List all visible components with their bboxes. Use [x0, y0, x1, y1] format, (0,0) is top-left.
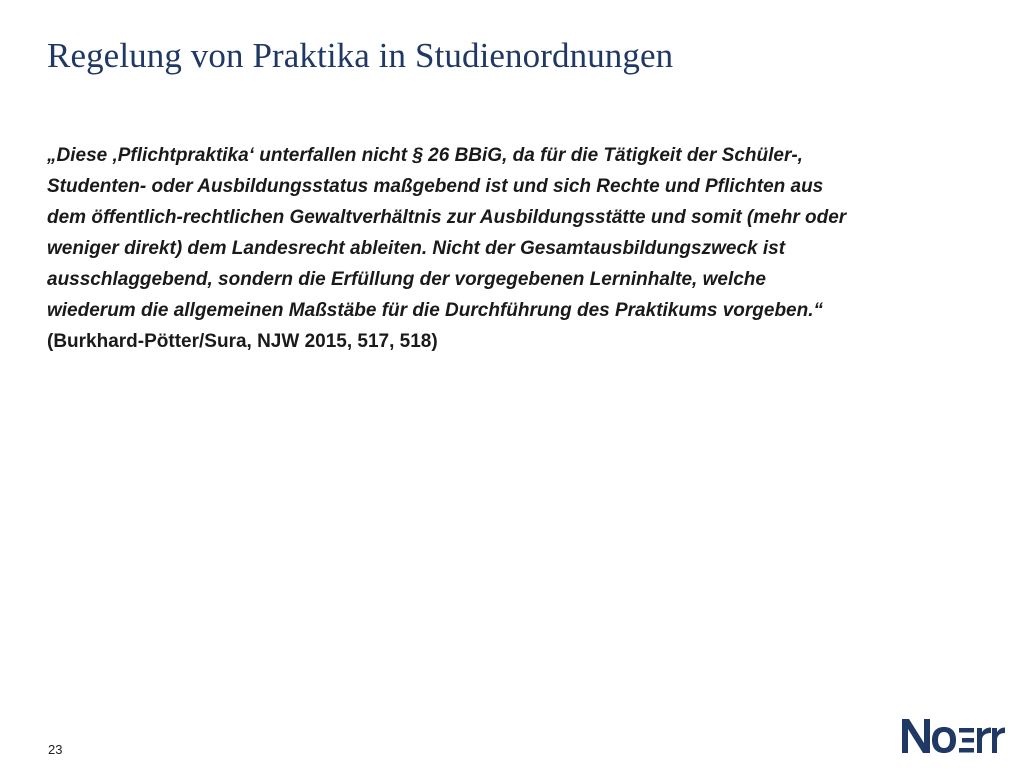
quote-line: Studenten- oder Ausbildungsstatus maßgebend ist und sich Rechte und Pflichten aus [47, 176, 824, 197]
page-number: 23 [48, 742, 63, 757]
quote-block [47, 140, 1007, 357]
quote-line: „Diese ‚Pflichtpraktika‘ unterfallen nicht § 26 BBiG, da für die Tätigkeit der Schüler-, [47, 145, 803, 166]
slide-title: Regelung von Praktika in Studienordnungen [47, 36, 674, 75]
quote-line: wiederum die allgemeinen Maßstäbe für die Durchführung des Praktikums vorgeben.“ [47, 300, 824, 321]
quote-line: ausschlaggebend, sondern die Erfüllung der vorgegebenen Lerninhalte, welche [47, 269, 766, 290]
quote-citation: (Burkhard-Pötter/Sura, NJW 2015, 517, 518) [47, 331, 438, 352]
noerr-logo [900, 713, 1006, 757]
quote-line: dem öffentlich-rechtlichen Gewaltverhältnis zur Ausbildungsstätte und somit (mehr oder [47, 207, 847, 228]
quote-line: weniger direkt) dem Landesrecht ableiten. Nicht der Gesamtausbildungszweck ist [47, 238, 786, 259]
